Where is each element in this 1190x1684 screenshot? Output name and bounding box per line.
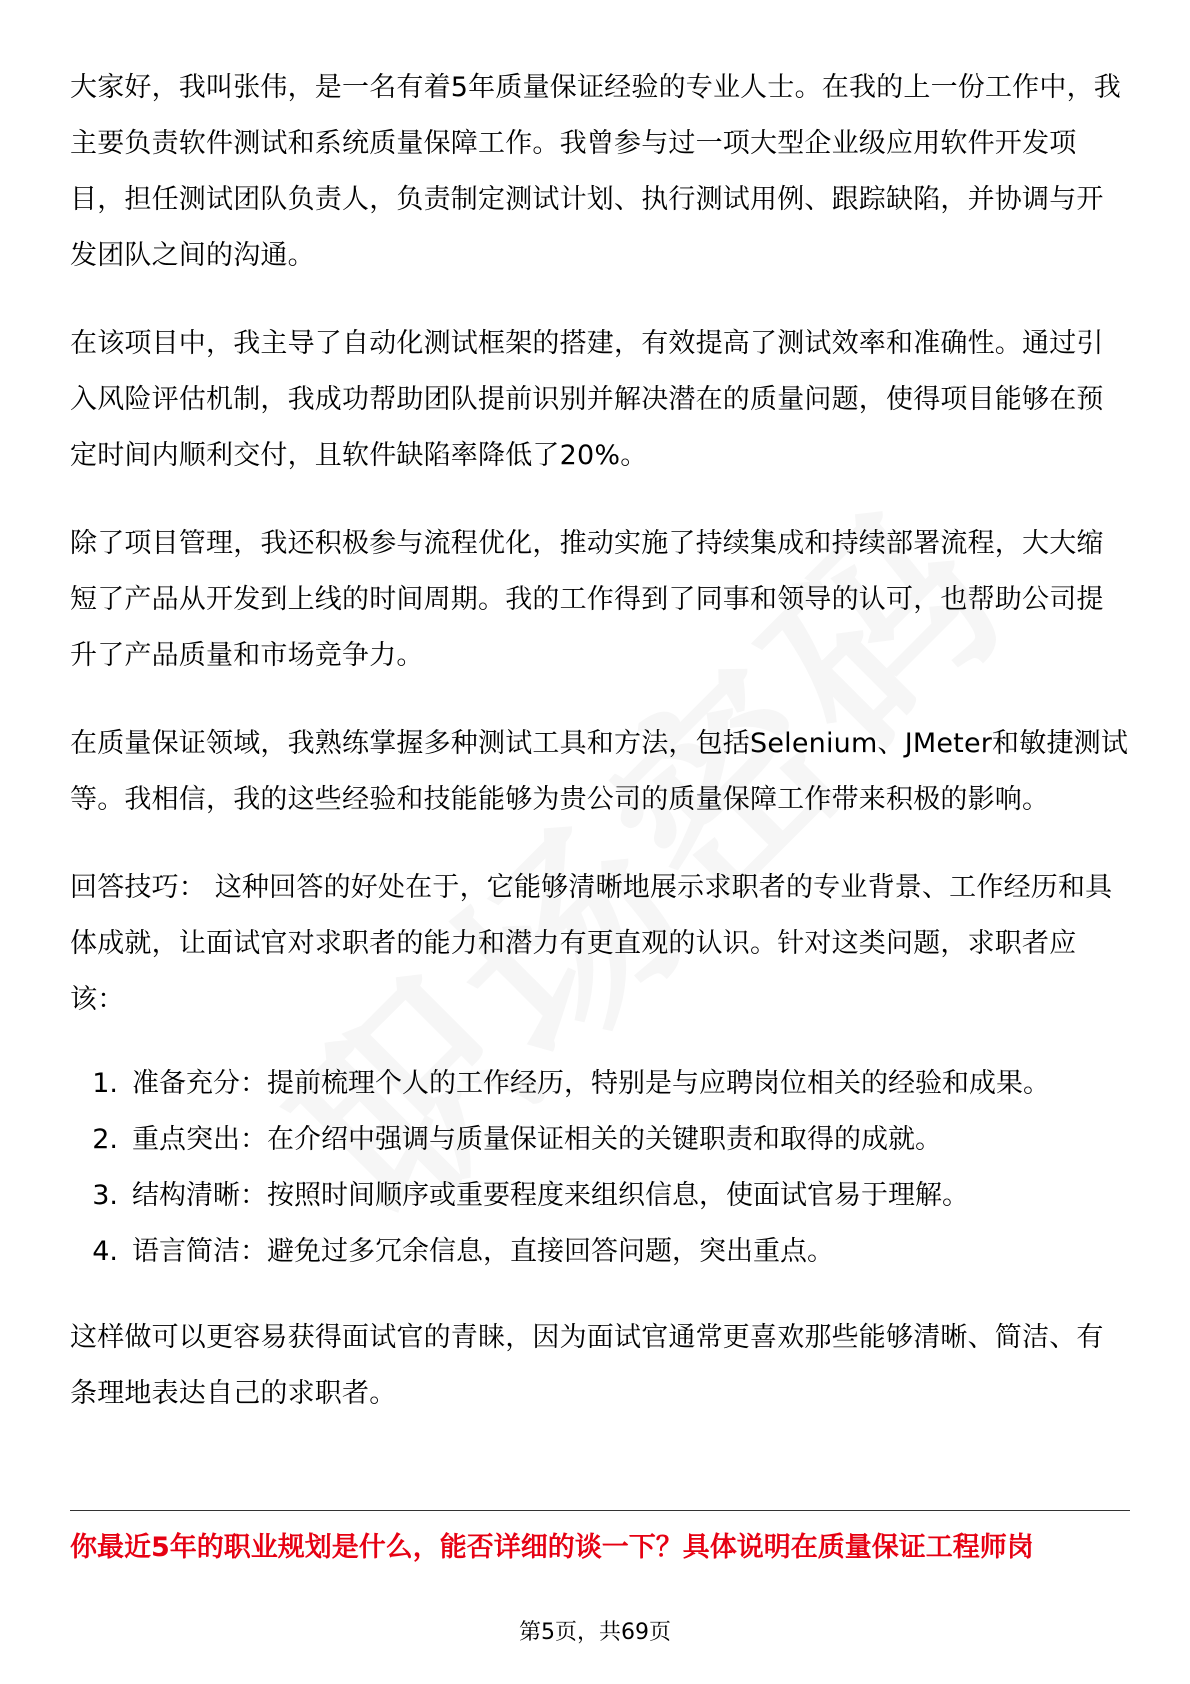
- list-item: [70, 1168, 1130, 1224]
- page-footer: 第5页，共69页: [519, 1620, 671, 1645]
- list-item: [70, 1224, 1130, 1280]
- list-item: [70, 1112, 1130, 1168]
- list-number: 3.: [92, 1180, 118, 1211]
- list-text: 结构清晰：按照时间顺序或重要程度来组织信息，使面试官易于理解。: [132, 1180, 969, 1211]
- paragraph-process: 除了项目管理，我还积极参与流程优化，推动实施了持续集成和持续部署流程，大大缩短了产品从开发到上线的时间周期。我的工作得到了同事和领导的认可，也帮助公司提升了产品质量和市场竞争力。: [70, 528, 1104, 671]
- paragraph-tips-intro: 回答技巧： 这种回答的好处在于，它能够清晰地展示求职者的专业背景、工作经历和具体成就，让面试官对求职者的能力和潜力有更直观的认识。针对这类问题，求职者应该：: [70, 872, 1113, 1015]
- next-question-heading: 你最近5年的职业规划是什么，能否详细的谈一下？具体说明在质量保证工程师岗: [70, 1532, 1034, 1563]
- list-number: 1.: [92, 1068, 118, 1099]
- paragraph-closing: 这样做可以更容易获得面试官的青睐，因为面试官通常更喜欢那些能够清晰、简洁、有条理地表达自己的求职者。: [70, 1322, 1104, 1409]
- list-text: 重点突出：在介绍中强调与质量保证相关的关键职责和取得的成就。: [132, 1124, 942, 1155]
- paragraph-skills: 在质量保证领域，我熟练掌握多种测试工具和方法，包括Selenium、JMeter和敏捷测试等。我相信，我的这些经验和技能能够为贵公司的质量保障工作带来积极的影响。: [70, 728, 1129, 815]
- list-text: 语言简洁：避免过多冗余信息，直接回答问题，突出重点。: [132, 1236, 834, 1267]
- tips-list: [70, 1056, 1130, 1280]
- section-divider: [70, 1510, 1130, 1511]
- paragraph-project: 在该项目中，我主导了自动化测试框架的搭建，有效提高了测试效率和准确性。通过引入风险评估机制，我成功帮助团队提前识别并解决潜在的质量问题，使得项目能够在预定时间内顺利交付，且软件缺陷率降低了20%。: [70, 328, 1104, 471]
- list-item: [70, 1056, 1130, 1112]
- paragraph-intro: 大家好，我叫张伟，是一名有着5年质量保证经验的专业人士。在我的上一份工作中，我主要负责软件测试和系统质量保障工作。我曾参与过一项大型企业级应用软件开发项目，担任测试团队负责人，负责制定测试计划、执行测试用例、跟踪缺陷，并协调与开发团队之间的沟通。: [70, 72, 1121, 271]
- document-body: [70, 60, 1130, 1454]
- list-number: 2.: [92, 1124, 118, 1155]
- list-text: 准备充分：提前梳理个人的工作经历，特别是与应聘岗位相关的经验和成果。: [132, 1068, 1050, 1099]
- list-number: 4.: [92, 1236, 118, 1267]
